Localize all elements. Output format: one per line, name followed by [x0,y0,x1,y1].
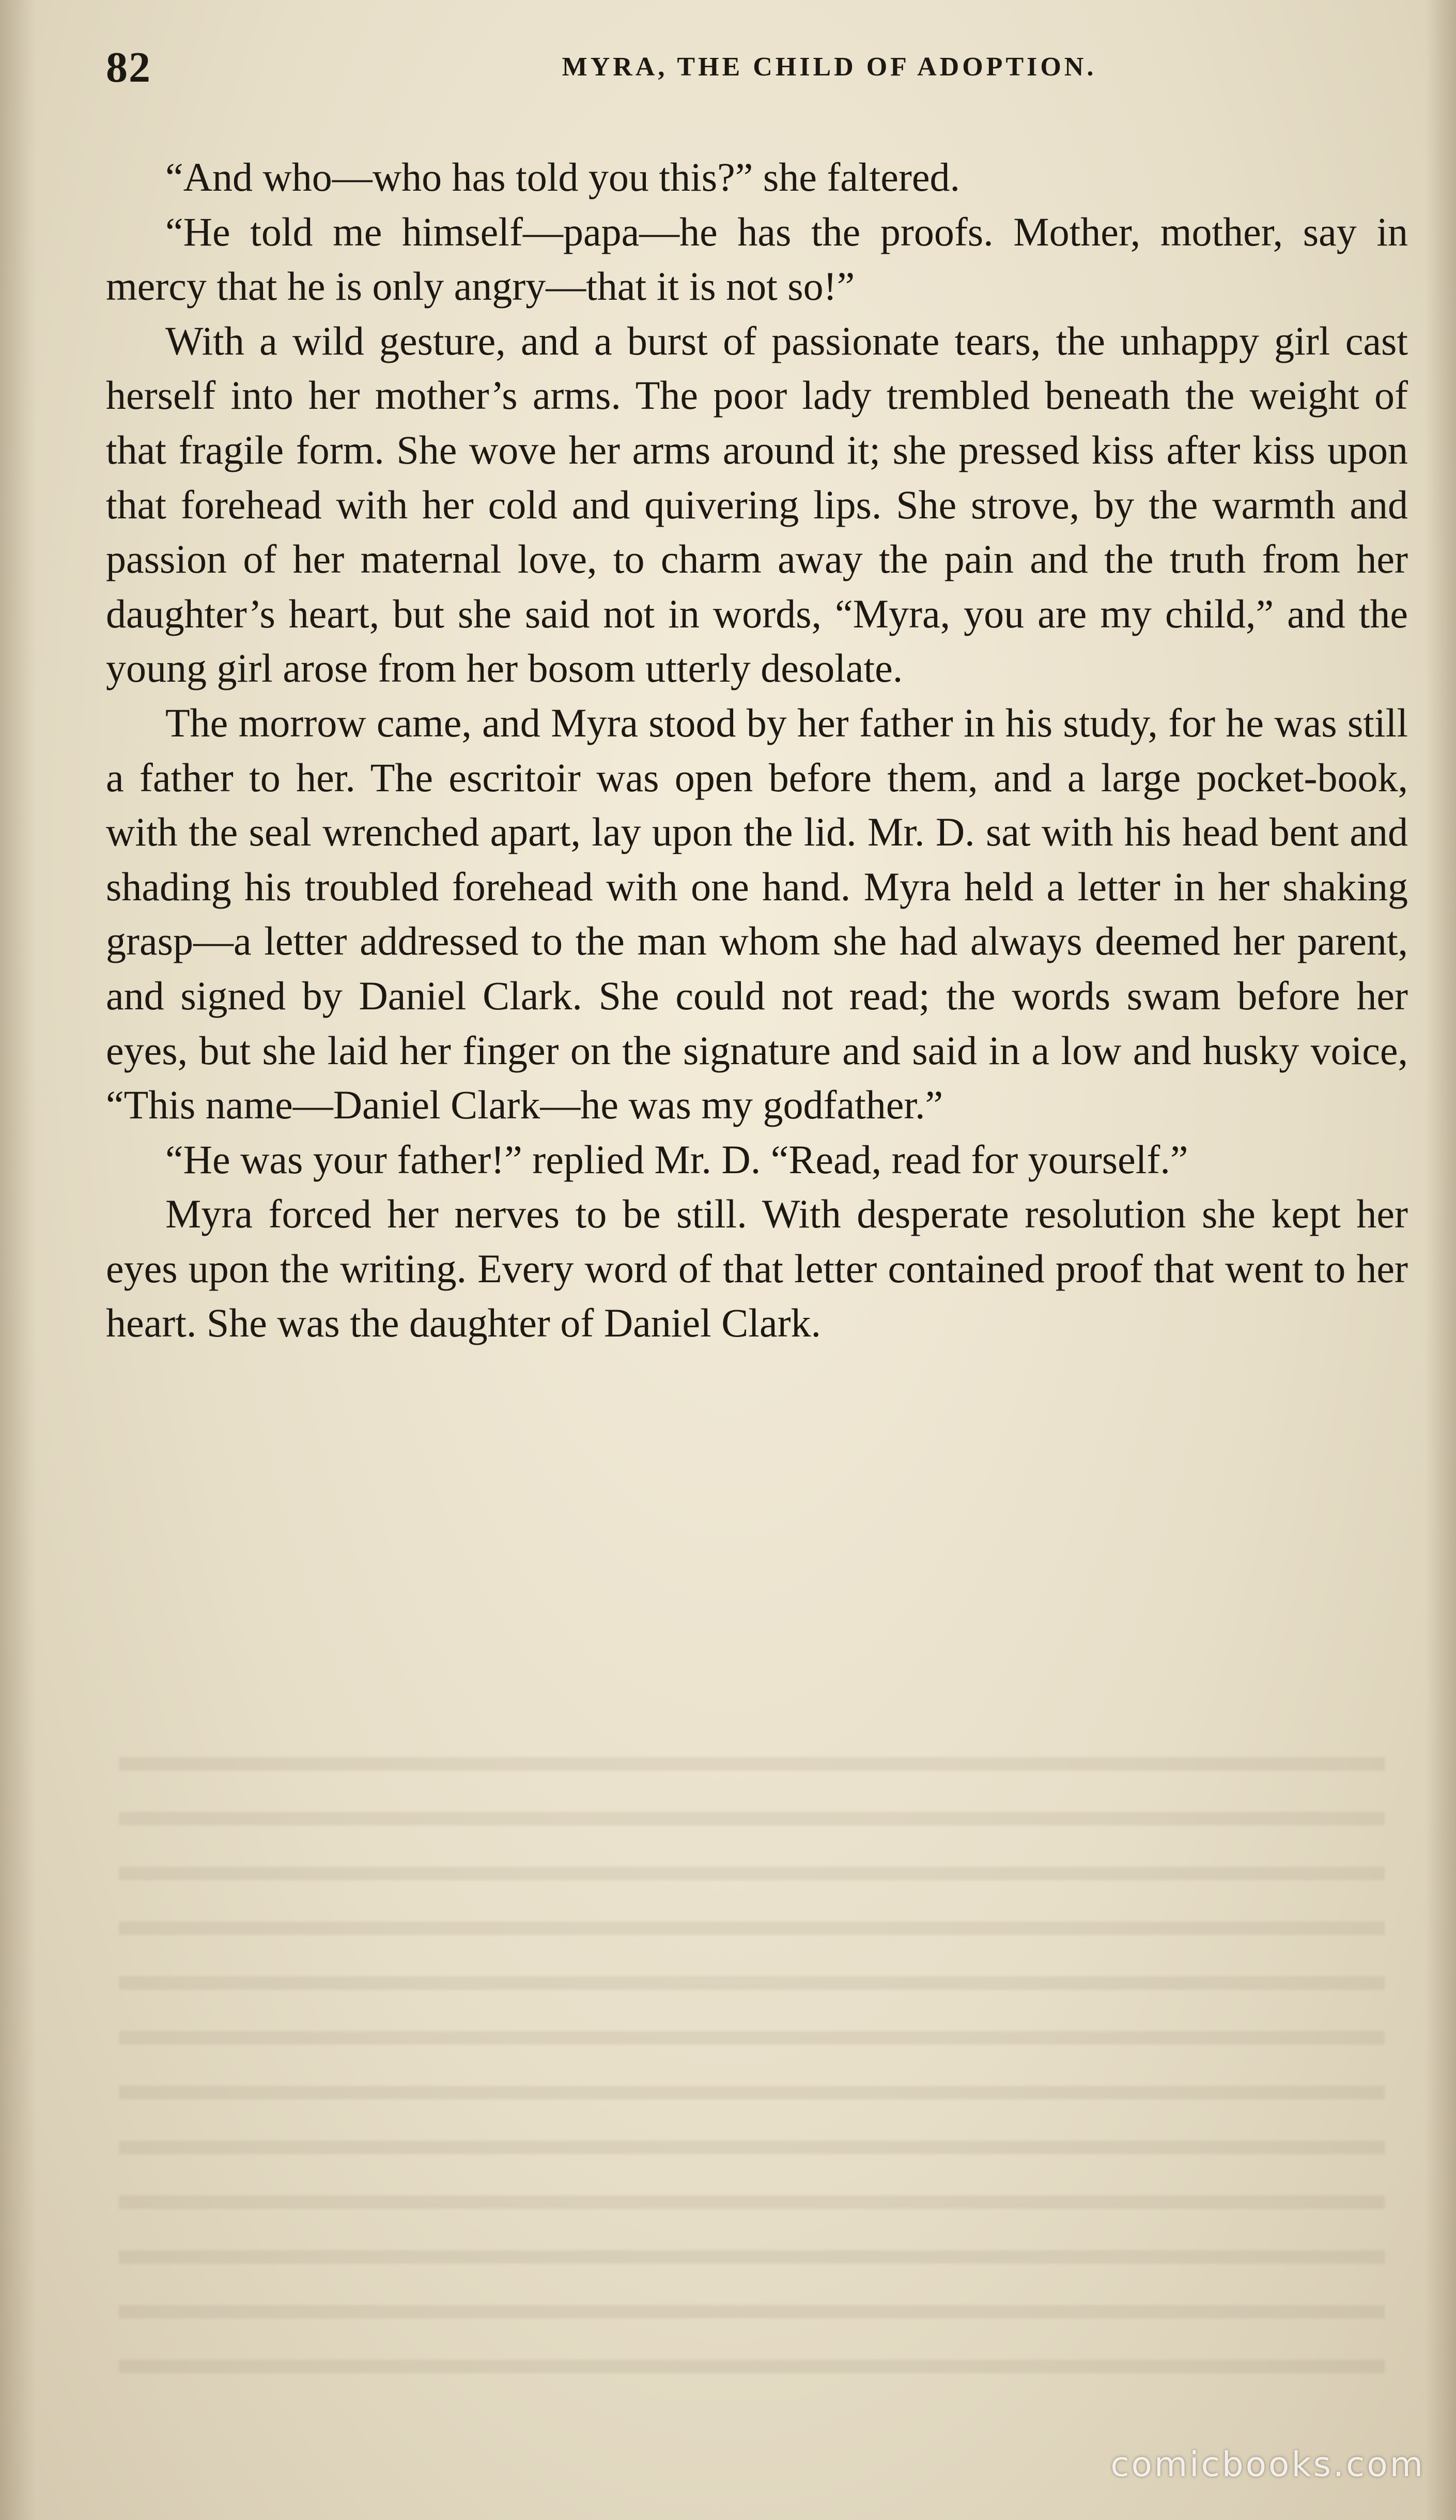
paragraph: Myra forced her nerves to be still. With desperate resolution she kept her eyes upon the writing. Every word of that letter contained proof that went to her heart. She was the daughter of Daniel Clark. [106,1191,1408,1346]
page-edge-shadow-right [1425,0,1456,2520]
paragraph: “He told me himself—papa—he has the proofs. Mother, mother, say in mercy that he is only angry—that it is not so!” [106,209,1408,309]
paragraph: “And who—who has told you this?” she faltered. [165,155,960,199]
paragraph: With a wild gesture, and a burst of passionate tears, the unhappy girl cast herself into her mother’s arms. The poor lady trembled beneath the weight of that fragile form. She wove her arms around it; she pressed kiss after kiss upon that forehead with her cold and quivering lips. She strove, by the warmth and passion of her maternal love, to charm away the pain and the truth from her daughter’s heart, but she said not in words, “Myra, you are my child,” and the young girl arose from her bosom utterly desolate. [106,318,1408,691]
watermark: comicbooks.com [1110,2445,1425,2484]
bleed-through-texture [119,1757,1385,2377]
page-number: 82 [106,43,151,91]
paragraph: The morrow came, and Myra stood by her father in his study, for he was still a father to her. The escritoir was open before them, and a large pocket-book, with the seal wrenched apart, lay upon the lid. Mr. D. sat with his head bent and shading his troubled forehead with one hand. Myra held a letter in her shaking grasp—a letter addressed to the man whom she had always deemed her parent, and signed by Daniel Clark. She could not read; the words swam before her eyes, but she laid her finger on the signature and said in a low and husky voice, “This name—Daniel Clark—he was my godfather.” [106,700,1408,1128]
running-title: MYRA, THE CHILD OF ADOPTION. [562,52,1097,82]
page-header [106,42,1398,89]
body-text [106,150,1408,1350]
page-edge-shadow-left [0,0,36,2520]
paragraph: “He was your father!” replied Mr. D. “Read, read for yourself.” [165,1136,1188,1182]
